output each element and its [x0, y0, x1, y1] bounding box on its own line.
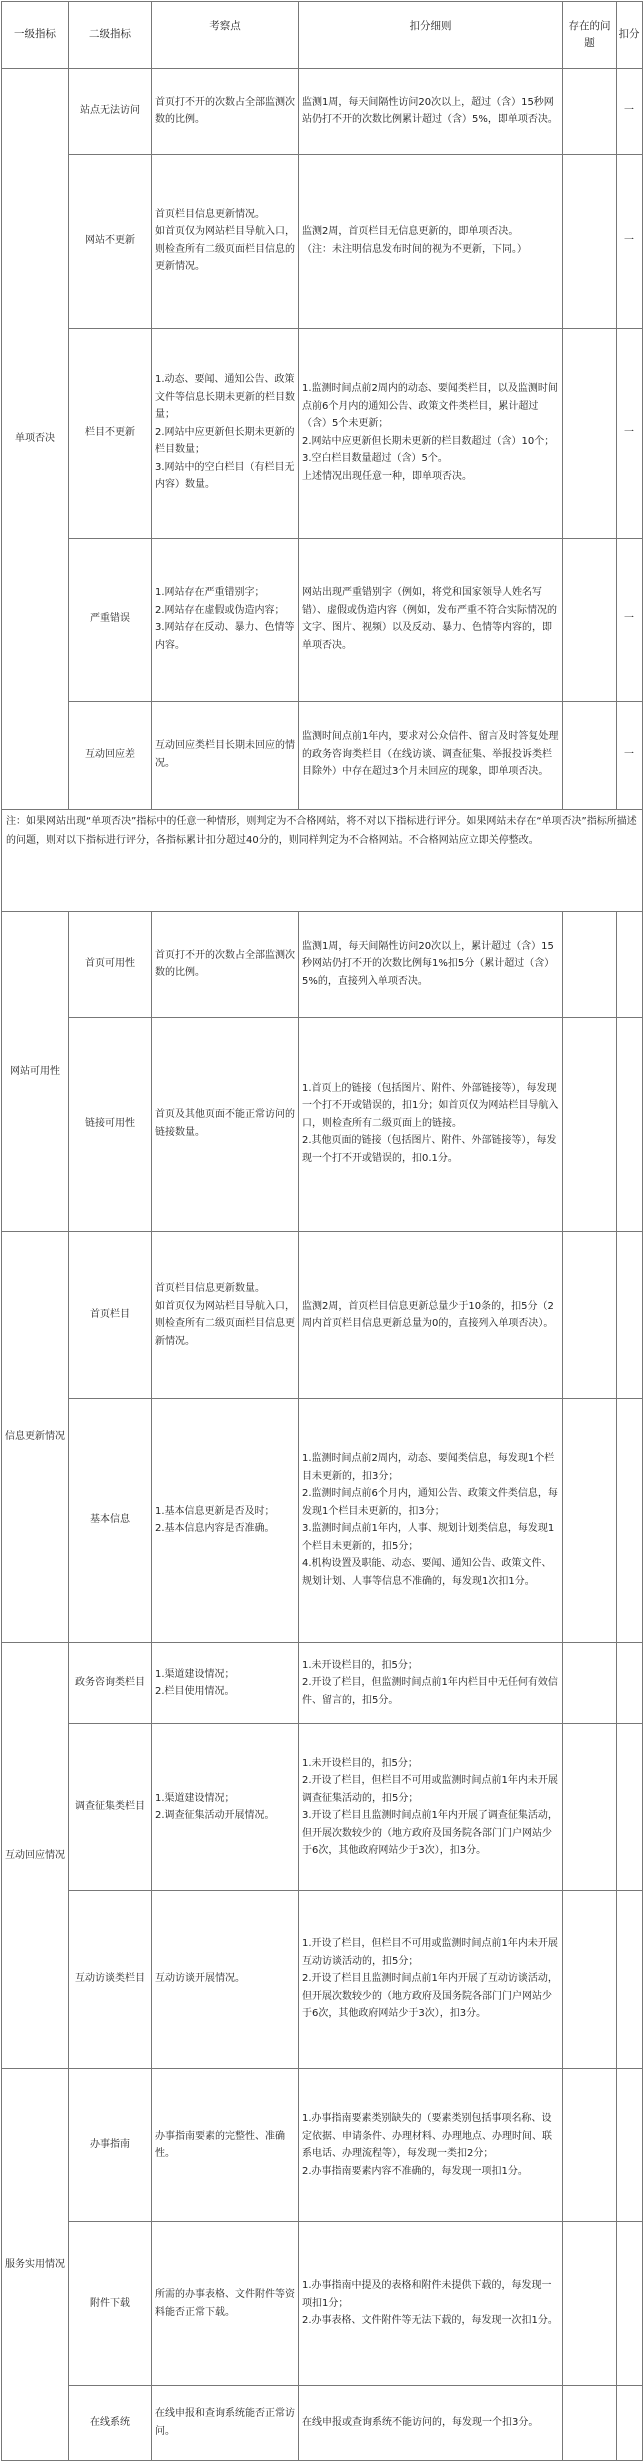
issue-cell: [563, 1017, 616, 1230]
rule-text: 1.开设了栏目，但栏目不可用或监测时间点前1年内未开展互动访谈活动的，扣5分； 2.开设了栏目且监测时间点前1年内开展了互动访谈活动，但开展次数较少的（地方政府及国务院各部门门户网站少于6次，其他政府网站少于3次），扣3分。: [302, 1938, 558, 2020]
group-service: 服务实用情况: [5, 2258, 65, 2270]
rule-text: 1.监测时间点前2周内的动态、要闻类栏目，以及监测时间点前6个月内的通知公告、政策文件类栏目，累计超过（含）5个未更新； 2.网站中应更新但长期未更新的栏目数超过（含）10个； 3.空白栏目数量超过（含）5个。 上述情况出现任意一种，即单项否决。: [302, 383, 558, 482]
issue-cell: [563, 2069, 616, 2221]
rule-text: 监测2周，首页栏目无信息更新的，即单项否决。 （注：未注明信息发布时间的视为不更新，下同。）: [302, 226, 527, 255]
grid-line: [1, 1, 642, 2]
checkpoint-text: 在线申报和查询系统能否正常访问。: [155, 2408, 295, 2437]
indicator-name: 栏目不更新: [85, 426, 135, 438]
issue-cell: [563, 1232, 616, 1398]
header-issue: 存在的问题: [568, 19, 611, 49]
indicator-name: 链接可用性: [85, 1117, 135, 1129]
issue-cell: [563, 1643, 616, 1723]
grid-line: [298, 911, 299, 2461]
indicator-name: 办事指南: [90, 2139, 130, 2151]
group-availability: 网站可用性: [10, 1065, 60, 1077]
rule-text: 在线申报或查询系统不能访问的，每发现一个扣3分。: [302, 2416, 539, 2428]
grid-line: [68, 1017, 642, 1018]
grid-line: [562, 1, 563, 809]
grid-line: [1, 1, 2, 2461]
rule-text: 1.未开设栏目的，扣5分； 2.开设了栏目，但监测时间点前1年内栏目中无任何有效信件、留言的，扣5分。: [302, 1659, 558, 1706]
group-veto: 单项否决: [15, 433, 55, 445]
grid-line: [1, 1231, 642, 1232]
checkpoint-text: 首页栏目信息更新情况。 如首页仅为网站栏目导航入口，则检查所有二级页面栏目信息的更新情况。: [155, 208, 295, 272]
grid-line: [1, 809, 642, 810]
deduct-mark: [617, 2222, 641, 2385]
grid-line: [1, 2068, 642, 2069]
issue-cell: [563, 701, 616, 808]
checkpoint-text: 1.网站存在严重错别字； 2.网站存在虚假或伪造内容； 3.网站存在反动、暴力、色情等内容。: [155, 587, 295, 651]
indicator-name: 严重错误: [90, 613, 130, 625]
indicator-name: 附件下载: [90, 2297, 130, 2309]
rule-text: 1.首页上的链接（包括图片、附件、外部链接等），每发现一个打不开或错误的，扣1分；如首页仅为网站栏目导航入口，则检查所有二级页面上的链接。 2.其他页面的链接（包括图片、附件、外部链接等），每发现一个打不开或错误的，扣0.1分。: [302, 1082, 559, 1164]
grid-line: [68, 2221, 642, 2222]
deduct-mark: [617, 1399, 641, 1641]
indicator-name: 首页可用性: [85, 958, 135, 970]
checkpoint-text: 互动回应类栏目长期未回应的情况。: [155, 740, 295, 769]
grid-line: [68, 538, 642, 539]
issue-cell: [563, 1399, 616, 1641]
issue-cell: [563, 1724, 616, 1890]
issue-cell: [563, 328, 616, 537]
header-level1: 一级指标: [14, 28, 56, 41]
checkpoint-text: 互动访谈开展情况。: [155, 1973, 245, 1985]
checkpoint-text: 1.动态、要闻、通知公告、政策文件等信息长期未更新的栏目数量； 2.网站中应更新但长期未更新的栏目数量； 3.网站中的空白栏目（有栏目无内容）数量。: [155, 374, 295, 491]
rule-text: 网站出现严重错别字（例如，将党和国家领导人姓名写错）、虚假或伪造内容（例如，发布严重不符合实际情况的文字、图片、视频）以及反动、暴力、色情等内容的，即单项否决。: [302, 587, 557, 651]
grid-line: [68, 154, 642, 155]
grid-line: [68, 1398, 642, 1399]
checkpoint-text: 1.渠道建设情况； 2.栏目使用情况。: [155, 1668, 235, 1697]
header-rule: 扣分细则: [409, 20, 452, 32]
grid-line: [68, 1, 69, 809]
grid-line: [68, 701, 642, 702]
indicator-name: 网站不更新: [85, 234, 135, 246]
grid-line: [151, 911, 152, 2461]
rule-text: 监测1周，每天间隔性访问20次以上，累计超过（含）15秒网站仍打不开的次数比例每1%扣5分（累计超过（含）5%的，直接列入单项否决。: [302, 940, 555, 987]
header-level2: 二级指标: [89, 28, 131, 41]
deduct-mark: 一: [624, 234, 634, 246]
checkpoint-text: 首页栏目信息更新数量。 如首页仅为网站栏目导航入口，则检查所有二级页面栏目信息更新情况。: [155, 1283, 295, 1347]
deduct-mark: 一: [624, 748, 634, 760]
grid-line: [562, 911, 563, 2461]
checkpoint-text: 1.基本信息更新是否及时； 2.基本信息内容是否准确。: [155, 1505, 275, 1534]
deduct-mark: 一: [624, 613, 634, 625]
issue-cell: [563, 2386, 616, 2459]
indicator-name: 互动回应差: [85, 748, 135, 760]
grid-line: [616, 911, 617, 2461]
grid-line: [298, 1, 299, 809]
issue-cell: [563, 1891, 616, 2067]
indicator-name: 调查征集类栏目: [75, 1801, 145, 1813]
deduct-mark: [617, 912, 641, 1016]
grid-line: [616, 1, 617, 809]
grid-line: [68, 328, 642, 329]
issue-cell: [563, 538, 616, 700]
checkpoint-text: 1.渠道建设情况； 2.调查征集活动开展情况。: [155, 1792, 275, 1821]
checkpoint-text: 首页及其他页面不能正常访问的链接数量。: [155, 1109, 295, 1138]
rule-text: 监测时间点前1年内，要求对公众信件、留言及时答复处理的政务咨询类栏目（在线访谈、调查征集、举报投诉类栏目除外）中存在超过3个月未回应的现象，即单项否决。: [302, 731, 559, 778]
checkpoint-text: 首页打不开的次数占全部监测次数的比例。: [155, 96, 295, 125]
indicator-name: 互动访谈类栏目: [75, 1973, 145, 1985]
deduct-mark: [617, 1643, 641, 1723]
issue-cell: [563, 69, 616, 153]
header-checkpoint: 考察点: [209, 20, 241, 32]
indicator-name: 政务咨询类栏目: [75, 1677, 145, 1689]
indicator-name: 在线系统: [90, 2416, 130, 2428]
rule-text: 1.办事指南中提及的表格和附件未提供下载的，每发现一项扣1分； 2.办事表格、文件附件等无法下载的，每发现一次扣1分。: [302, 2280, 558, 2327]
checkpoint-text: 办事指南要素的完整性、准确性。: [155, 2130, 285, 2159]
grid-line: [1, 1642, 642, 1643]
checkpoint-text: 所需的办事表格、文件附件等资料能否正常下载。: [155, 2289, 295, 2318]
checkpoint-text: 首页打不开的次数占全部监测次数的比例。: [155, 949, 295, 978]
deduct-mark: [617, 1017, 641, 1230]
grid-line: [1, 68, 642, 69]
rule-text: 监测2周，首页栏目信息更新总量少于10条的，扣5分（2周内首页栏目信息更新总量为0的，直接列入单项否决）。: [302, 1300, 554, 1329]
header-deduct: 扣分: [618, 28, 640, 41]
issue-cell: [563, 2222, 616, 2385]
deduct-mark: [617, 1232, 641, 1398]
group-info-update: 信息更新情况: [5, 1431, 65, 1443]
rule-text: 监测1周，每天间隔性访问20次以上，超过（含）15秒网站仍打不开的次数比例累计超过（含）5%，即单项否决。: [302, 96, 558, 125]
veto-note: 注：如果网站出现“单项否决”指标中的任意一种情形，则判定为不合格网站，将不对以下指标进行评分。如果网站未存在“单项否决”指标所描述的问题，则对以下指标进行评分，各指标累计扣分超过40分的，则同样判定为不合格网站。不合格网站应立即关停整改。: [6, 816, 637, 846]
group-interaction: 互动回应情况: [5, 1849, 65, 1861]
grid-line: [68, 2385, 642, 2386]
indicator-name: 基本信息: [90, 1514, 130, 1526]
deduct-mark: [617, 1891, 641, 2067]
deduct-mark: [617, 1724, 641, 1890]
issue-cell: [563, 154, 616, 327]
issue-cell: [563, 912, 616, 1016]
indicator-name: 首页栏目: [90, 1309, 130, 1321]
grid-line: [68, 1723, 642, 1724]
rule-text: 1.未开设栏目的，扣5分； 2.开设了栏目，但栏目不可用或监测时间点前1年内未开展调查征集活动的，扣5分； 3.开设了栏目且监测时间点前1年内开展了调查征集活动，但开展次数较少的（地方政府及国务院各部门门户网站少于6次，其他政府网站少于3次），扣3分。: [302, 1757, 558, 1856]
grid-line: [68, 911, 69, 2461]
grid-line: [68, 1890, 642, 1891]
deduct-mark: 一: [624, 105, 634, 117]
indicator-name: 站点无法访问: [80, 105, 140, 117]
deduct-mark: [617, 2069, 641, 2221]
grid-line: [151, 1, 152, 809]
grid-line: [1, 911, 642, 912]
deduct-mark: 一: [624, 426, 634, 438]
rule-text: 1.监测时间点前2周内，动态、要闻类信息，每发现1个栏目未更新的，扣3分； 2.监测时间点前6个月内，通知公告、政策文件类信息，每发现1个栏目未更新的，扣3分； 3.监测时间点前1年内，人事、规划计划类信息，每发现1个栏目未更新的，扣5分； 4.机构设置及职能、动态、要闻、通知公告、政策文件、规划计划、人事等信息不准确的，每发现1次扣1分。: [302, 1453, 558, 1587]
rule-text: 1.办事指南要素类别缺失的（要素类别包括事项名称、设定依据、申请条件、办理材料、办理地点、办理时间、联系电话、办理流程等），每发现一类扣2分； 2.办事指南要素内容不准确的，每发现一项扣1分。: [302, 2113, 552, 2177]
grid-line: [1, 2460, 642, 2461]
deduct-mark: [617, 2386, 641, 2459]
